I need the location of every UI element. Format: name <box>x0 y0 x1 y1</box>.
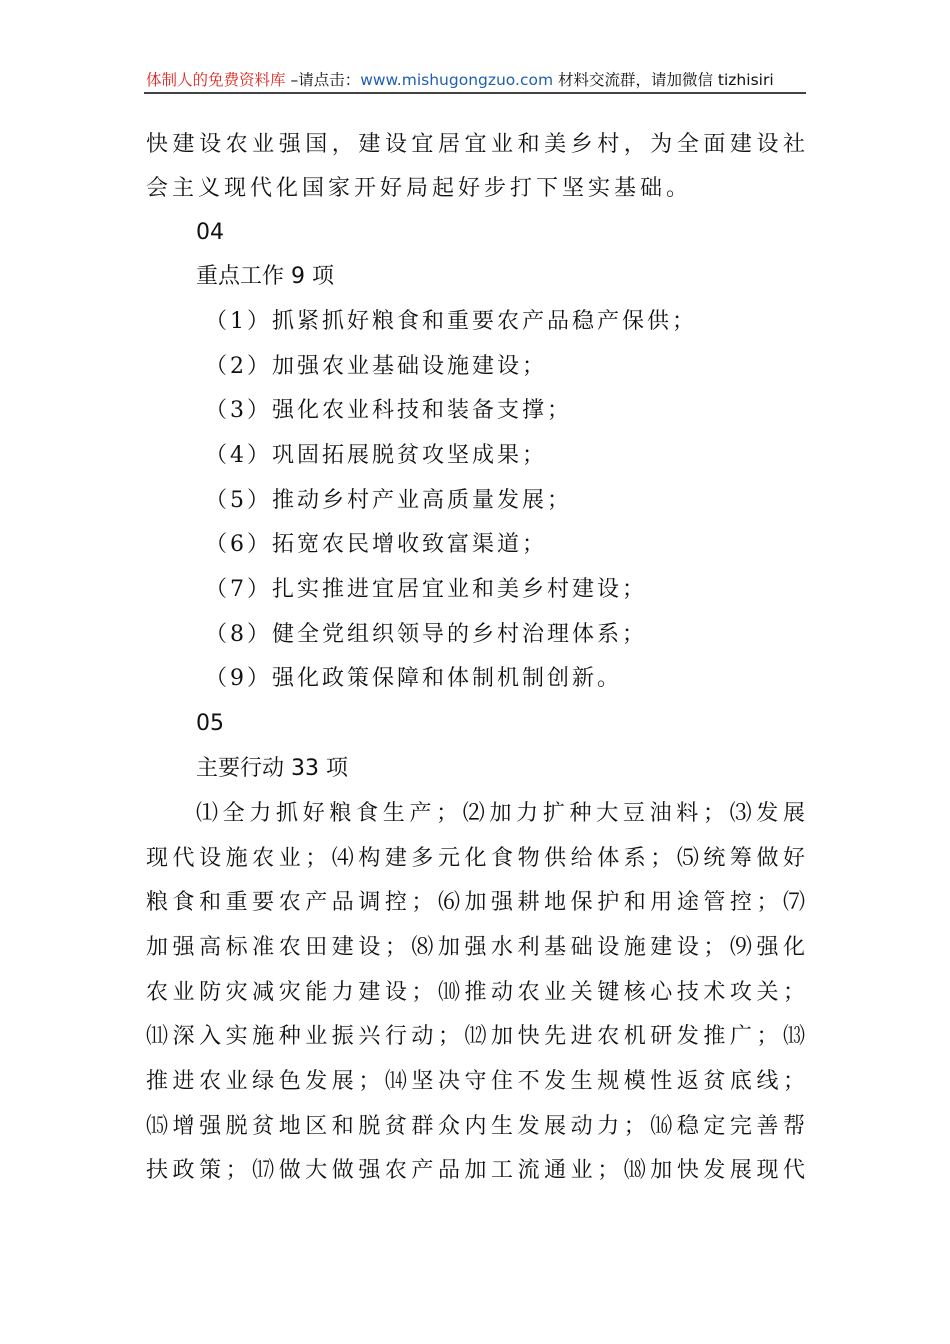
list-item: （8）健全党组织领导的乡村治理体系； <box>205 622 647 647</box>
paragraph-line: 推进农业绿色发展；⒁坚决守住不发生规模性返贫底线； <box>146 1069 805 1094</box>
header-prompt: –请点击： <box>285 71 361 89</box>
header-suffix: 材料交流群，请加微信 tizhisiri <box>553 71 774 89</box>
page-header <box>146 68 806 90</box>
list-item: （4）巩固拓展脱贫攻坚成果； <box>205 443 547 468</box>
list-item: （3）强化农业科技和装备支撑； <box>205 398 572 423</box>
brand-text: 体制人的免费资料库 <box>146 71 286 89</box>
list-item: （7）扎实推进宜居宜业和美乡村建设； <box>205 577 647 602</box>
list-item: （9）强化政策保障和体制机制创新。 <box>205 666 622 691</box>
list-item: （6）拓宽农民增收致富渠道； <box>205 532 547 557</box>
paragraph-line: 扶政策；⒄做大做强农产品加工流通业；⒅加快发展现代 <box>146 1158 805 1183</box>
list-item: （5）推动乡村产业高质量发展； <box>205 488 572 513</box>
paragraph-line: 现代设施农业；⑷构建多元化食物供给体系；⑸统筹做好 <box>146 846 805 871</box>
paragraph-line: ⒂增强脱贫地区和脱贫群众内生发展动力；⒃稳定完善帮 <box>146 1114 805 1139</box>
section-title: 主要行动 33 项 <box>196 756 348 781</box>
paragraph-line: ⑾深入实施种业振兴行动；⑿加快先进农机研发推广；⒀ <box>146 1024 805 1049</box>
section-number: 05 <box>196 711 224 736</box>
list-item: （2）加强农业基础设施建设； <box>205 354 547 379</box>
section-number: 04 <box>196 220 224 245</box>
website-link[interactable]: www.mishugongzuo.com <box>360 71 554 89</box>
paragraph-line: 会主义现代化国家开好局起好步打下坚实基础。 <box>146 176 693 201</box>
list-item: （1）抓紧抓好粮食和重要农产品稳产保供； <box>205 309 697 334</box>
paragraph-line: 快建设农业强国，建设宜居宜业和美乡村，为全面建设社 <box>146 132 805 157</box>
paragraph-line: ⑴全力抓好粮食生产；⑵加力扩种大豆油料；⑶发展 <box>196 801 805 826</box>
paragraph-line: 农业防灾减灾能力建设；⑽推动农业关键核心技术攻关； <box>146 980 805 1005</box>
paragraph-line: 加强高标准农田建设；⑻加强水利基础设施建设；⑼强化 <box>146 935 805 960</box>
section-title: 重点工作 9 项 <box>196 264 334 289</box>
paragraph-line: 粮食和重要农产品调控；⑹加强耕地保护和用途管控；⑺ <box>146 890 805 915</box>
header-rule <box>144 92 806 94</box>
